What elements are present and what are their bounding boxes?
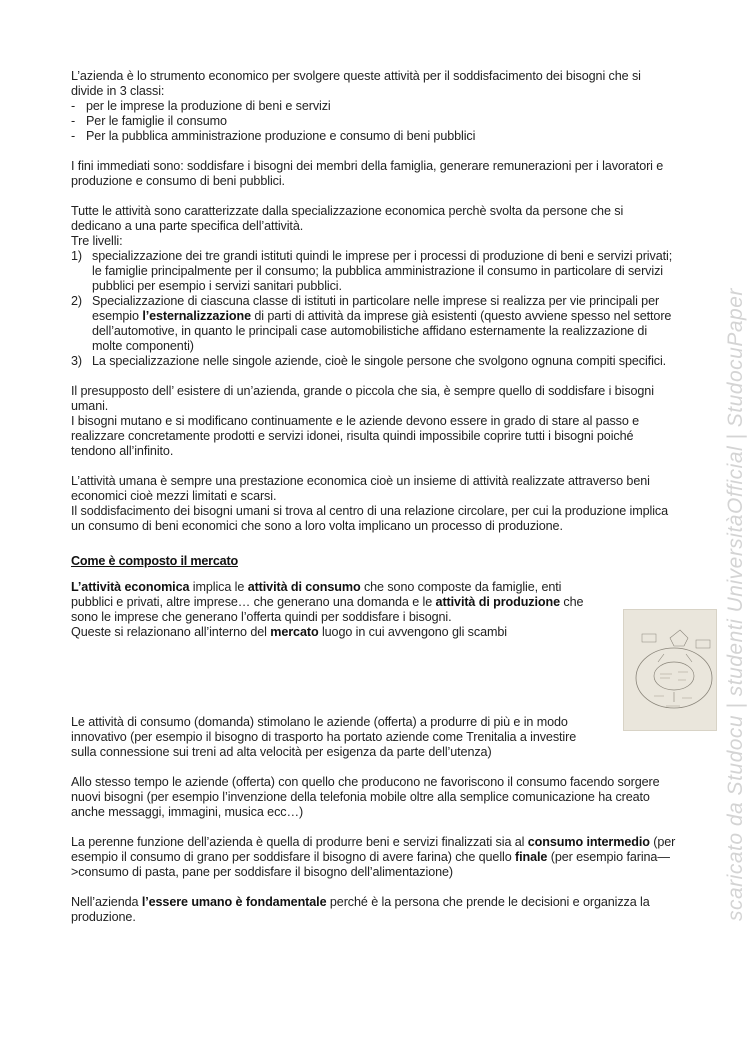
text-run: (per esempio il consumo di grano per soddisfare il bisogno di avere farina) che quello: [71, 835, 676, 864]
circular-flow-diagram: [624, 610, 716, 730]
level-item: [71, 249, 676, 294]
text-run: (per esempio farina—>consumo di pasta, pane per soddisfare il bisogno dell’alimentazione): [71, 850, 670, 879]
esternalizzazione-term: l’esternalizzazione: [142, 309, 251, 323]
intro-list: [71, 99, 676, 144]
attivita-umana-section: [71, 474, 676, 534]
document-body: [71, 69, 676, 940]
level-text: La specializzazione nelle singole aziende, cioè le singole persone che svolgono ognuna compiti specifici.: [92, 354, 667, 368]
relazione-circolare-paragraph: Il soddisfacimento dei bisogni umani si trova al centro di una relazione circolare, per cui la produzione implica un consumo di beni economici che sono a loro volta implicano un processo di produzione.: [71, 504, 669, 533]
specializzazione-paragraph: Tutte le attività sono caratterizzate dalla specializzazione economica perchè svolta da persone che si dedicano a una parte specifica dell’attività.: [71, 204, 624, 233]
specializzazione-section: [71, 204, 676, 369]
level-number: 1): [71, 249, 82, 263]
text-run: perché è la persona che prende le decisioni e organizza la produzione.: [71, 895, 650, 924]
level-text: Specializzazione di ciascuna classe di istituti in particolare nelle imprese si realizza per vie principali per esempio: [92, 294, 660, 323]
presupposto-paragraph: Il presupposto dell’ esistere di un’azienda, grande o piccola che sia, è sempre quello di soddisfare i bisogni umani.: [71, 384, 654, 413]
offerta-paragraph: Allo stesso tempo le aziende (offerta) con quello che producono ne favoriscono il consumo facendo sorgere nuovi bisogni (per esempio l’invenzione della telefonia mobile oltre alla semplice comunicazione ha creato anche messaggi, immagini, musica ecc…): [71, 775, 660, 819]
term-bold: L’attività economica: [71, 580, 190, 594]
level-text: specializzazione dei tre grandi istituti quindi le imprese per i processi di produzione di beni e servizi privati; le famiglie principalmente per il consumo; la pubblica amministrazione il consumo in particolare di servizi pubblici per esempio i servizi sanitari pubblici.: [92, 249, 673, 293]
attivita-umana-paragraph: L’attività umana è sempre una prestazione economica cioè un insieme di attività realizzate attraverso beni economici cioè mezzi limitati e scarsi.: [71, 474, 650, 503]
funzione-paragraph: [71, 835, 676, 880]
text-run: che sono composte da famiglie, enti pubblici e privati, altre imprese… che generano una domanda e le: [71, 580, 562, 609]
market-diagram-photo: [623, 609, 717, 731]
level-item: [71, 354, 676, 369]
fini-paragraph: I fini immediati sono: soddisfare i bisogni dei membri della famiglia, generare remunerazioni per i lavoratori e produzione e consumo di beni pubblici.: [71, 159, 664, 188]
term-bold: mercato: [270, 625, 319, 639]
text-run: Queste si relazionano all’interno del: [71, 625, 271, 639]
text-run: luogo in cui avvengono gli scambi: [318, 625, 507, 639]
bisogni-paragraph: I bisogni mutano e si modificano continuamente e le aziende devono essere in grado di stare al passo e realizzare concretamente prodotti e servizi idonei, risulta quindi impossibile coprire tutti i bisogni poiché tendono all’infinito.: [71, 414, 640, 458]
section-heading: Come è composto il mercato: [71, 554, 238, 568]
level-number: 2): [71, 294, 82, 308]
levels-label: Tre livelli:: [71, 234, 123, 248]
intro-section: [71, 69, 676, 144]
term-bold: finale: [515, 850, 548, 864]
text-run: che sono le imprese che generano l’offerta quindi per soddisfare i bisogni.: [71, 595, 584, 624]
level-text: di parti di attività da imprese già esistenti (questo avviene spesso nel settore dell’automotive, in quanto le principali case automobilistiche affidano esternamente la realizzazione di molte componenti): [92, 309, 672, 353]
level-number: 3): [71, 354, 82, 368]
term-bold: attività di produzione: [435, 595, 560, 609]
presupposto-section: [71, 384, 676, 459]
list-item: - per le imprese la produzione di beni e servizi: [71, 99, 676, 114]
studocu-watermark: scaricato da Studocu | studenti UniversitàOfficial | StudocuPaper: [724, 288, 747, 921]
level-item: [71, 294, 676, 354]
text-run: La perenne funzione dell’azienda è quella di produrre beni e servizi finalizzati sia al: [71, 835, 528, 849]
mercato-paragraph: [71, 580, 591, 640]
term-bold: attività di consumo: [247, 580, 361, 594]
list-item: - Per le famiglie il consumo: [71, 114, 676, 129]
term-bold: l’essere umano è fondamentale: [141, 895, 327, 909]
intro-paragraph: L’azienda è lo strumento economico per svolgere queste attività per il soddisfacimento dei bisogni che si divide in 3 classi:: [71, 69, 641, 98]
essere-umano-paragraph: [71, 895, 676, 925]
levels-list: [71, 249, 676, 369]
list-item: - Per la pubblica amministrazione produzione e consumo di beni pubblici: [71, 129, 676, 144]
spacer: [71, 534, 676, 549]
term-bold: consumo intermedio: [527, 835, 650, 849]
text-run: implica le: [189, 580, 248, 594]
spacer: [71, 459, 676, 474]
domanda-paragraph: Le attività di consumo (domanda) stimolano le aziende (offerta) a produrre di più e in modo innovativo (per esempio il bisogno di trasporto ha portato aziende come Trenitalia a investire sulla connessione sui treni ad alta velocità per esigenza da parte dell’utenza): [71, 715, 577, 759]
text-run: Nell’azienda: [71, 895, 142, 909]
